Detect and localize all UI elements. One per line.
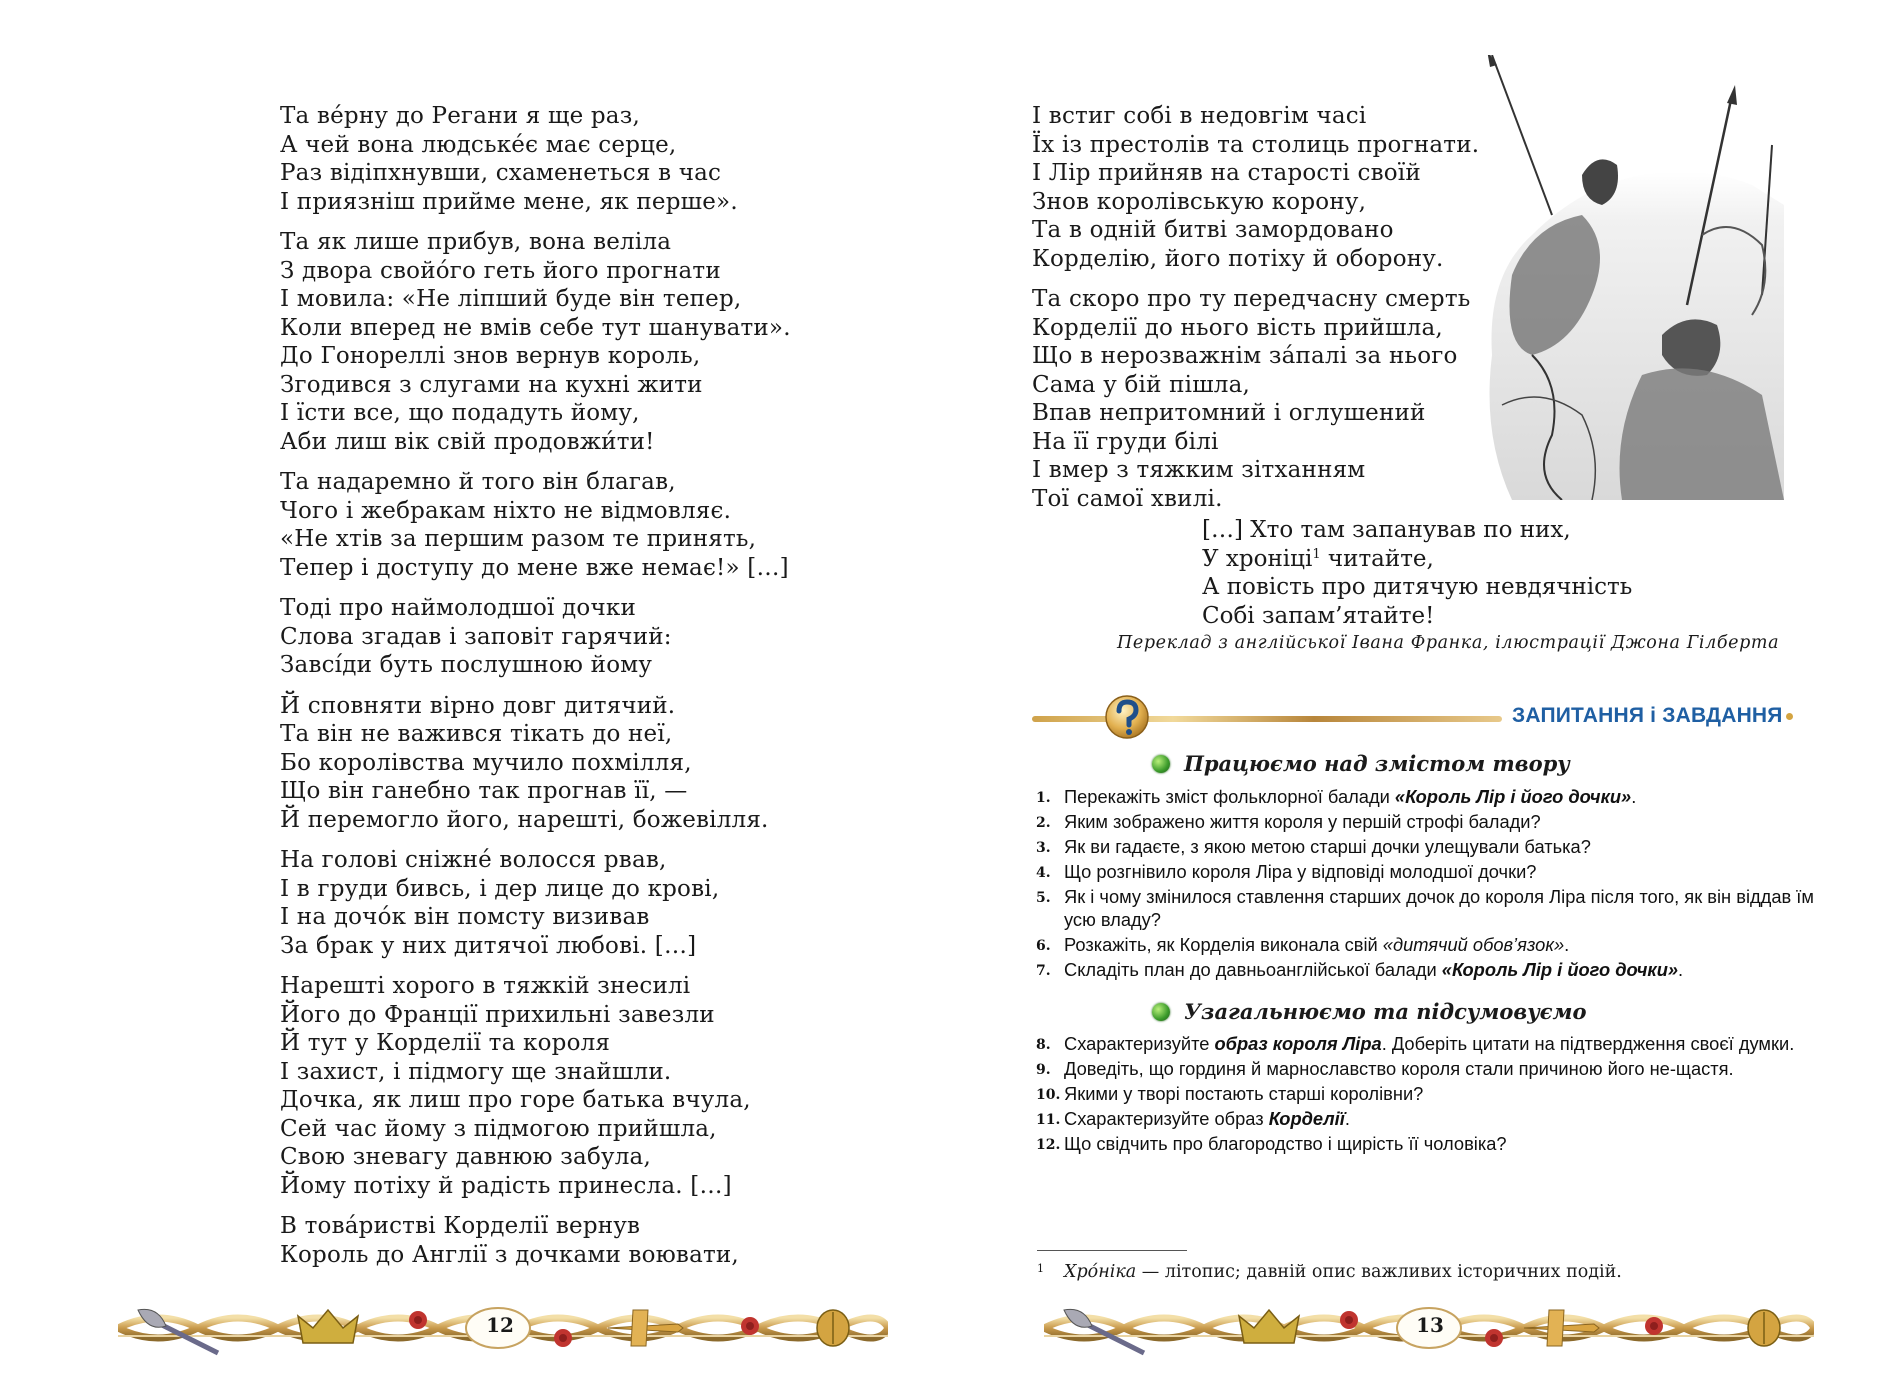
airplane-icon bbox=[1524, 1310, 1599, 1346]
task-item: 7. Складіть план до давньоанглійської балади «Король Лір і його дочки». bbox=[1036, 958, 1684, 980]
task-item: 2. Яким зображено життя короля у першій строфі балади? bbox=[1036, 811, 1541, 832]
verse-line: Король до Англії з дочками воювати, bbox=[280, 1241, 739, 1268]
verse-line: Що він ганебно так прогнав її, — bbox=[280, 778, 688, 804]
verse-line: І на дочо́к він помсту визивав bbox=[280, 904, 650, 930]
verse-line: А чей вона людське́є має серце, bbox=[280, 131, 677, 158]
verse-line: Тоді про наймолодшої дочки bbox=[280, 595, 636, 621]
header-rule bbox=[1032, 716, 1502, 722]
crown-icon bbox=[298, 1310, 358, 1343]
right-page bbox=[952, 0, 1904, 1400]
task-item: 4. Що розгнівило короля Ліра у відповіді молодшої дочки? bbox=[1036, 861, 1537, 882]
verse-line: Корделії до нього вість прийшла, bbox=[1032, 314, 1443, 341]
verse-line: За брак у них дитячої любові. […] bbox=[280, 932, 697, 959]
verse-line: З двора свойо́го геть його прогнати bbox=[280, 257, 721, 284]
stanza bbox=[280, 1212, 791, 1269]
gold-dot-icon bbox=[1786, 713, 1793, 720]
verse-line: Аби лиш вік свій продовжи́ти! bbox=[280, 428, 655, 455]
stanza bbox=[280, 468, 791, 582]
verse-line: І захист, і підмогу ще знайшли. bbox=[280, 1058, 672, 1085]
verse-line: Та як лише прибув, вона веліла bbox=[280, 229, 672, 255]
stanza bbox=[1032, 285, 1492, 513]
king-lear-illustration bbox=[1472, 55, 1784, 500]
verse-line: Чого і жебракам ніхто не відмовляє. bbox=[280, 497, 732, 524]
closing-stanza bbox=[1202, 516, 1632, 630]
task-item: 9. Доведіть, що гординя й марнославство короля стали причиною його не-щастя. bbox=[1036, 1058, 1734, 1079]
task-item: 11. Схарактеризуйте образ Корделії. bbox=[1036, 1108, 1350, 1129]
questions-header-title: ЗАПИТАННЯ і ЗАВДАННЯ bbox=[1512, 704, 1793, 728]
verse-line: Сей час йому з підмогою прийшла, bbox=[280, 1115, 717, 1142]
stanza bbox=[280, 102, 791, 216]
stanza bbox=[280, 594, 791, 680]
verse-line: […] Хто там запанував по них, bbox=[1202, 517, 1571, 543]
verse-line: На голові сніжне́ волосся рвав, bbox=[280, 847, 667, 873]
verse-line: Сама у бій пішла, bbox=[1032, 371, 1251, 398]
verse-line: Йому потіху й радість принесла. […] bbox=[280, 1172, 732, 1199]
verse-line: Згодився з слугами на кухні жити bbox=[280, 371, 703, 398]
verse-line: На її груди білі bbox=[1032, 428, 1219, 455]
verse-line: І встиг собі в недовгім часі bbox=[1032, 103, 1367, 129]
verse-line: Коли вперед не вмів себе тут шанувати». bbox=[280, 314, 791, 341]
verse-line: Свою зневагу давнюю забула, bbox=[280, 1144, 651, 1170]
verse-line: І їсти все, що подадуть йому, bbox=[280, 400, 640, 426]
stanza bbox=[280, 846, 791, 960]
ballad-text-right bbox=[1032, 102, 1492, 525]
verse-line: І в груди бивсь, і дер лице до крові, bbox=[280, 875, 720, 902]
verse-line: Й сповняти вірно довг дитячий. bbox=[280, 692, 676, 719]
section-title-summary: Узагальнюємо та підсумовуємо bbox=[1184, 999, 1587, 1024]
verse-line: Корделію, його потіху й оборону. bbox=[1032, 245, 1444, 272]
stanza bbox=[280, 692, 791, 835]
verse-line: Та він не важився тікать до неї, bbox=[280, 721, 673, 747]
verse-line: І Лір прийняв на старості своїй bbox=[1032, 160, 1421, 186]
verse-line: Собі запам’ятайте! bbox=[1202, 602, 1435, 629]
stanza bbox=[280, 972, 791, 1200]
verse-line: В това́ристві Корделії вернув bbox=[280, 1213, 641, 1239]
task-list-2 bbox=[1036, 1033, 1816, 1158]
verse-line: Завсі́ди буть послушною йому bbox=[280, 652, 653, 678]
verse-line: Та в одній битві замордовано bbox=[1032, 217, 1394, 243]
scarab-icon bbox=[817, 1310, 849, 1346]
verse-line: Слова згадав і заповіт гарячий: bbox=[280, 623, 672, 650]
airplane-icon bbox=[608, 1310, 683, 1346]
stanza bbox=[1032, 102, 1492, 273]
task-item: 3. Як ви гадаєте, з якою метою старші дочки улещували батька? bbox=[1036, 836, 1591, 857]
task-item: 5. Як і чому змінилося ставлення старших дочок до короля Ліра після того, як він віддав їм усю владу? bbox=[1036, 886, 1814, 930]
verse-line: Раз відіпхнувши, схаменеться в час bbox=[280, 160, 722, 186]
page-number: 13 bbox=[1416, 1313, 1444, 1337]
verse-line: І вмер з тяжким зітханням bbox=[1032, 457, 1366, 483]
verse-line: Тої самої хвилі. bbox=[1032, 485, 1223, 512]
verse-line: Та скоро про ту передчасну смерть bbox=[1032, 286, 1471, 312]
ballad-text-left bbox=[280, 102, 791, 1281]
verse-line: Дочка, як лиш про горе батька вчула, bbox=[280, 1087, 751, 1113]
verse-line: Й тут у Корделії та короля bbox=[280, 1030, 611, 1056]
verse-line: Що в нерозважнім за́палі за нього bbox=[1032, 343, 1458, 369]
verse-line: «Не хтів за першим разом те принять, bbox=[280, 526, 757, 552]
task-item: 8. Схарактеризуйте образ короля Ліра. Доберіть цитати на підтвердження своєї думки. bbox=[1036, 1033, 1795, 1054]
verse-line: І мовила: «Не ліпший буде він тепер, bbox=[280, 286, 742, 312]
verse-line: У хроніці$^1$ читайте, bbox=[1202, 545, 1434, 572]
translation-credit: Переклад з англійської Івана Франка, ілюстрації Джона Гілберта bbox=[1117, 633, 1780, 653]
verse-line: Впав непритомний і оглушений bbox=[1032, 400, 1426, 426]
verse-line: До Гонореллі знов вернув король, bbox=[280, 343, 701, 369]
green-bullet-icon bbox=[1152, 1003, 1170, 1021]
verse-line: І приязніш прийме мене, як перше». bbox=[280, 188, 738, 215]
verse-line: Знов королівськую корону, bbox=[1032, 188, 1367, 215]
footnote-marker[interactable]: 1 bbox=[1312, 546, 1321, 562]
green-bullet-icon bbox=[1152, 755, 1170, 773]
verse-line: Його до Франції прихильні завезли bbox=[280, 1001, 715, 1028]
verse-line: Нарешті хорого в тяжкій знесилі bbox=[280, 973, 691, 999]
verse-line: А повість про дитячую невдячність bbox=[1202, 574, 1633, 600]
task-item: 12. Що свідчить про благородство і щирість її чоловіка? bbox=[1036, 1133, 1507, 1154]
page-number: 12 bbox=[486, 1313, 514, 1337]
questions-header-bar bbox=[1032, 694, 1792, 746]
verse-line: Та надаремно й того він благав, bbox=[280, 469, 676, 495]
task-list-1 bbox=[1036, 786, 1816, 984]
question-mark-icon bbox=[1104, 694, 1150, 740]
footnote-divider bbox=[1037, 1250, 1187, 1251]
scarab-icon bbox=[1748, 1310, 1780, 1346]
footnote: $^1$ Хро́ніка — літопис; давній опис важливих історичних подій. bbox=[1037, 1262, 1622, 1282]
verse-line: Тепер і доступу до мене вже немає!» […] bbox=[280, 554, 789, 581]
verse-line: Та ве́рну до Регани я ще раз, bbox=[280, 103, 640, 129]
task-item: 6. Розкажіть, як Корделія виконала свій «дитячий обов’язок». bbox=[1036, 933, 1570, 955]
verse-line: Й перемогло його, нарешті, божевілля. bbox=[280, 806, 769, 833]
verse-line: Їх із престолів та столиць прогнати. bbox=[1032, 131, 1480, 158]
verse-line: Бо королівства мучило похмілля, bbox=[280, 749, 692, 776]
task-item: 1. Перекажіть зміст фольклорної балади «Король Лір і його дочки». bbox=[1036, 786, 1637, 807]
stanza bbox=[280, 228, 791, 456]
section-title-content: Працюємо над змістом твору bbox=[1184, 751, 1570, 776]
task-item: 10. Якими у творі постають старші королівни? bbox=[1036, 1083, 1424, 1104]
